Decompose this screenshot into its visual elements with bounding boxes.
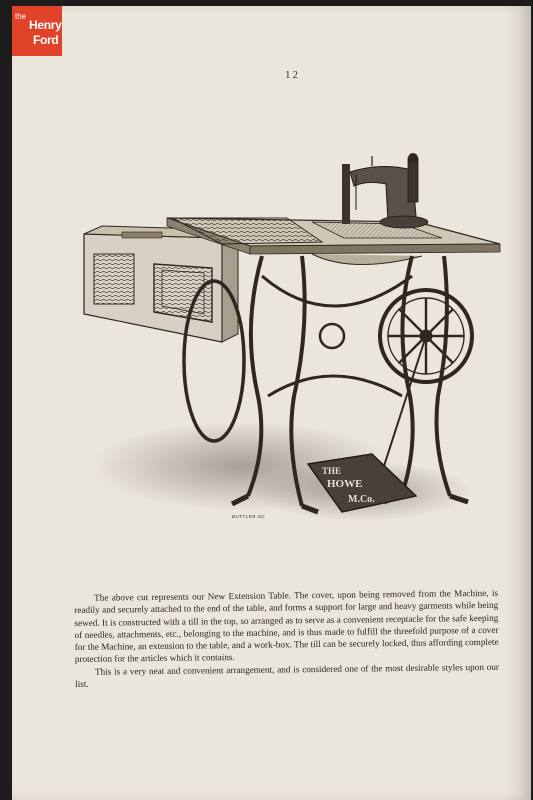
- extension-box: [84, 226, 238, 342]
- logo-text-ford: Ford: [33, 33, 59, 47]
- henry-ford-logo[interactable]: [12, 6, 62, 56]
- sewing-machine-head: [342, 153, 428, 228]
- paragraph-extension-table: The above cut represents our New Extension Table. The cover, upon being removed from the Machine, is readily and securely attached to the end of the table, and forms a support for large and heavy garments while being sewed. It is constructed with a till in the top, so arranged as to serve as a convenient receptacle for the safe keeping of needles, attachments, etc., belonging to the machine, and is thus made to fulfill the threefold purpose of a cover for the Machine, an extension to the table, and a work-box. The till can be securely locked, thus affording complete protection for the articles which it contains.: [74, 587, 499, 665]
- description-text: [74, 587, 499, 691]
- treadle-text-the: THE: [322, 466, 342, 476]
- logo-text-the: the: [15, 12, 27, 21]
- sewing-machine-engraving: [72, 146, 512, 546]
- logo-text-henry: Henry: [29, 18, 62, 32]
- treadle-text-howe: HOWE: [327, 478, 363, 490]
- engraver-signature: BUTTLER.SC: [232, 514, 266, 519]
- page-number: 12: [285, 69, 300, 81]
- paragraph-desirable-styles: This is a very neat and convenient arrangement, and is considered one of the most desirable styles upon our list.: [75, 661, 500, 690]
- treadle-text-mco: M.Co.: [348, 494, 375, 505]
- flywheel: [380, 290, 472, 466]
- catalog-page: [12, 6, 531, 800]
